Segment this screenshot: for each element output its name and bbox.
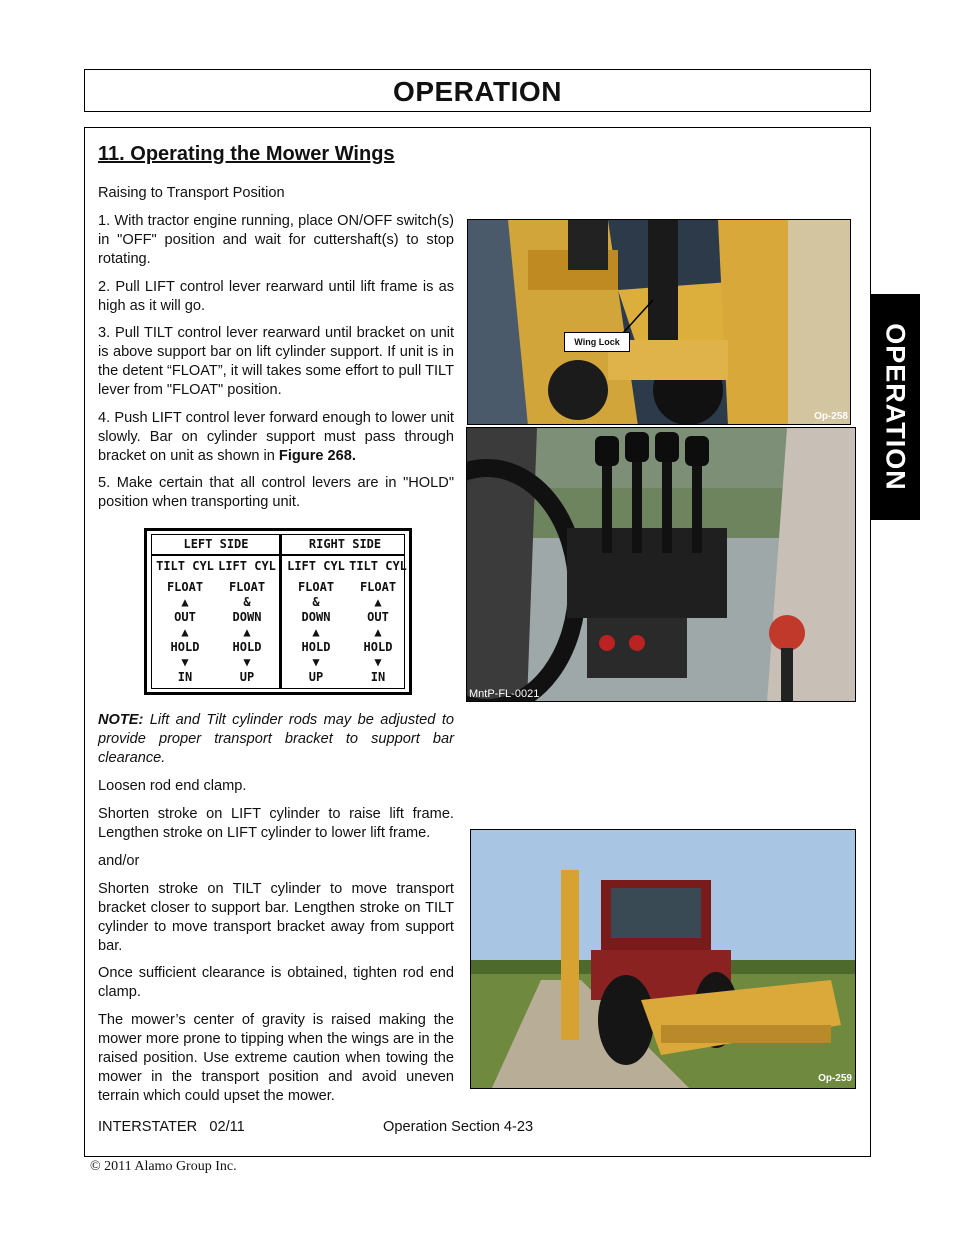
tractor-transport-illustration [471, 830, 856, 1089]
footer-model-text: INTERSTATER 02/11 [98, 1119, 245, 1135]
footer-page-number: Operation Section 4-23 [383, 1119, 534, 1135]
note-label: NOTE: [98, 712, 144, 728]
in-label: IN [177, 670, 193, 684]
up-label: UP [239, 670, 255, 684]
right-side-label: RIGHT SIDE [308, 537, 382, 551]
page-header-title: OPERATION [393, 76, 562, 107]
lever-labels-inner [151, 534, 405, 689]
control-levers-illustration [467, 428, 856, 702]
lever-column-3 [285, 559, 347, 685]
out-label: OUT [174, 610, 196, 624]
and-or-text: and/or [98, 853, 140, 869]
column-header: LIFT CYL [287, 559, 345, 573]
column-header: TILT CYL [349, 559, 407, 573]
float-label: FLOAT [166, 580, 204, 594]
float-label: FLOAT [359, 580, 397, 594]
left-side-underline [152, 554, 279, 556]
copyright-notice: © 2011 Alamo Group Inc. [90, 1159, 237, 1174]
figure-reference-link: Figure 268. [278, 448, 356, 464]
hold-label: HOLD [363, 640, 393, 654]
clearance-text: Once sufficient clearance is obtained, tighten rod end clamp. [98, 965, 454, 1000]
step-1: 1. With tractor engine running, place ON/OFF switch(s) in "OFF" position and wait for cuttershaft(s) to stop rotating. [98, 213, 454, 267]
side-divider [279, 535, 282, 688]
lever-column-4 [347, 559, 409, 685]
section-title: 11. Operating the Mower Wings [98, 143, 395, 165]
down-arrow-icon: ▼ [374, 655, 382, 669]
control-levers-photo [466, 427, 856, 702]
column-header: LIFT CYL [218, 559, 276, 573]
step-3: 3. Pull TILT control lever rearward until bracket on unit is above support bar on lift cylinder support. If unit is in the detent “FLOAT”, it will takes some effort to pull TILT lever from "FLOAT" position. [98, 325, 454, 398]
float-label: FLOAT [297, 580, 335, 594]
side-tab [870, 294, 920, 520]
ampersand-label: & [312, 595, 320, 609]
step-4-text: 4. Push LIFT control lever forward enough to lower unit slowly. Bar on cylinder support must pass through bracket on unit as shown in [98, 410, 454, 464]
column-header: TILT CYL [156, 559, 214, 573]
lift-cylinder-text: Shorten stroke on LIFT cylinder to raise lift frame. Lengthen stroke on LIFT cylinder to lower lift frame. [98, 806, 454, 841]
down-arrow-icon: ▼ [243, 655, 251, 669]
step-4 [98, 409, 454, 466]
lever-column-1 [154, 559, 216, 685]
tilt-cylinder-text: Shorten stroke on TILT cylinder to move transport bracket closer to support bar. Lengthen stroke on TILT cylinder to move transport bracket away from support bar. [98, 881, 454, 954]
float-label: FLOAT [228, 580, 266, 594]
note [98, 711, 454, 768]
step-2: 2. Pull LIFT control lever rearward until lift frame is as high as it will go. [98, 279, 454, 314]
center-of-gravity-warning: The mower’s center of gravity is raised making the mower more prone to tipping when the wings are in the raised position. Use extreme caution when towing the mower in the transport position and avoid uneven terrain which could upset the mower. [98, 1012, 454, 1104]
down-arrow-icon: ▼ [312, 655, 320, 669]
footer-model-date [98, 1119, 245, 1135]
up-arrow-icon: ▲ [243, 625, 251, 639]
subheading: Raising to Transport Position [98, 185, 285, 201]
up-arrow-icon: ▲ [374, 595, 382, 609]
side-tab-label: OPERATION [880, 323, 911, 491]
loosen-clamp-text: Loosen rod end clamp. [98, 778, 247, 794]
step-5: 5. Make certain that all control levers are in "HOLD" position when transporting unit. [98, 475, 454, 510]
in-label: IN [370, 670, 386, 684]
note-text: Lift and Tilt cylinder rods may be adjusted to provide proper transport bracket to support bar clearance. [98, 712, 454, 766]
figure-code: Op-258 [814, 411, 848, 422]
right-side-underline [282, 554, 404, 556]
down-arrow-icon: ▼ [181, 655, 189, 669]
wing-lock-callout: Wing Lock [564, 332, 630, 352]
wing-lock-illustration [468, 220, 851, 425]
tractor-transport-photo [470, 829, 856, 1089]
lever-labels-decal [144, 528, 412, 695]
left-side-label: LEFT SIDE [183, 537, 249, 551]
header-box [84, 69, 871, 112]
up-label: UP [308, 670, 324, 684]
up-arrow-icon: ▲ [181, 625, 189, 639]
down-label: DOWN [301, 610, 331, 624]
wing-lock-photo [467, 219, 851, 425]
hold-label: HOLD [301, 640, 331, 654]
up-arrow-icon: ▲ [181, 595, 189, 609]
up-arrow-icon: ▲ [374, 625, 382, 639]
hold-label: HOLD [170, 640, 200, 654]
figure-code: MntP-FL-0021 [469, 688, 540, 700]
up-arrow-icon: ▲ [312, 625, 320, 639]
down-label: DOWN [232, 610, 262, 624]
out-label: OUT [367, 610, 389, 624]
lever-column-2 [216, 559, 278, 685]
hold-label: HOLD [232, 640, 262, 654]
ampersand-label: & [243, 595, 251, 609]
figure-code: Op-259 [818, 1073, 852, 1084]
